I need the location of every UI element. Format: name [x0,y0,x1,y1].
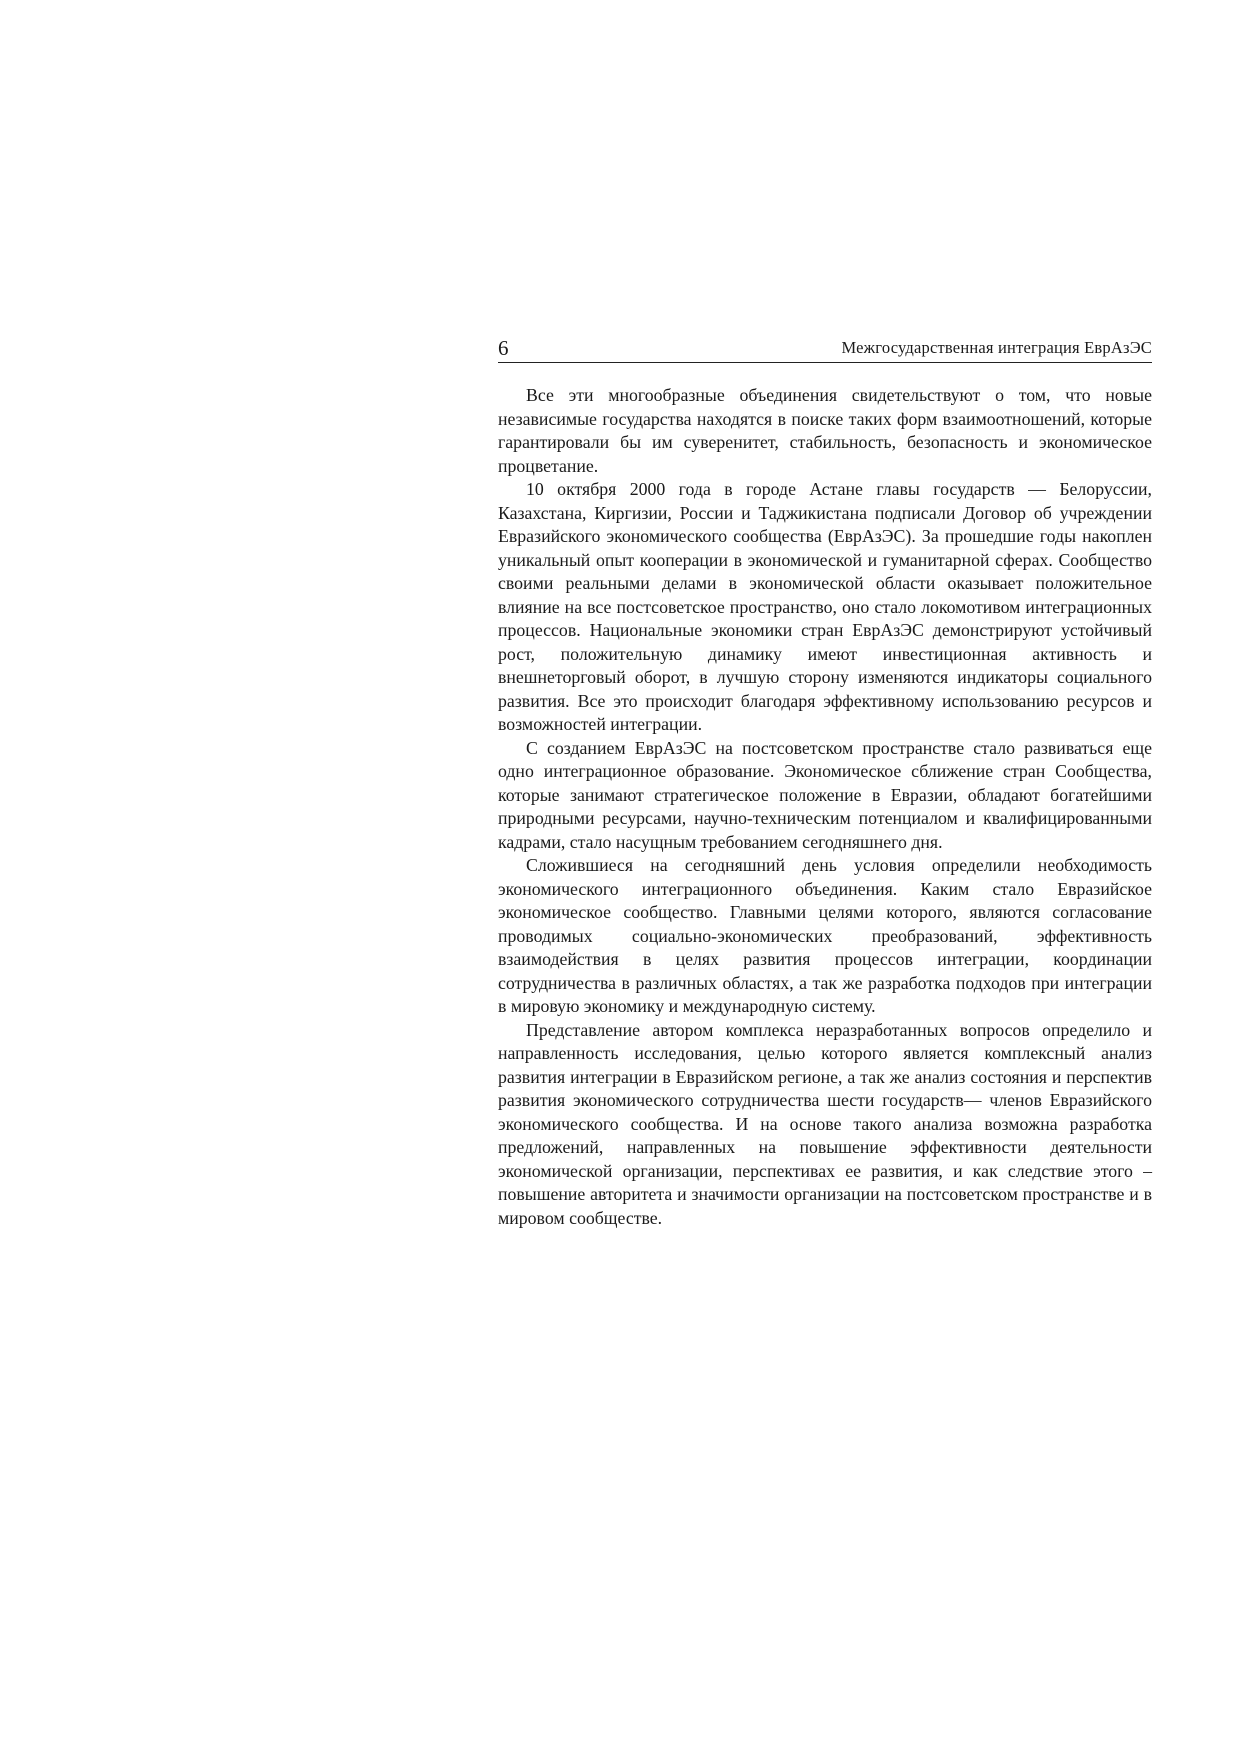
paragraph-3: С созданием ЕврАзЭС на постсоветском пространстве стало развиваться еще одно интеграционное образование. Экономическое сближение стран Сообщества, которые занимают стратегическое положение в Евразии, обладают богатейшими природными ресурсами, научно-техническим потенциалом и квалифицированными кадрами, стало насущным требованием сегодняшнего дня. [498,737,1152,852]
paragraph-4: Сложившиеся на сегодняшний день условия определили необходимость экономического интеграционного объединения. Каким стало Евразийское экономическое сообщество. Главными целями которого, являются согласование проводимых социально-экономических преобразований, эффективность взаимодействия в целях развития процессов интеграции, координации сотрудничества в различных областях, а так же разработка подходов при интеграции в мировую экономику и международную систему. [498,855,1152,1016]
paragraph-5: Представление автором комплекса неразработанных вопросов определило и направленность исследования, целью которого является комплексный анализ развития интеграции в Евразийском регионе, а так же анализ состояния и перспектив развития экономического сотрудничества шести государств— членов Евразийского экономического сообщества. И на основе такого анализа возможна разработка предложений, направленных на повышение эффективности деятельности экономической организации, перспективах ее развития, и как следствие этого – повышение авторитета и значимости организации на постсоветском пространстве и в мировом сообществе. [498,1019,1152,1228]
paragraph-1: Все эти многообразные объединения свидетельствуют о том, что новые независимые государства находятся в поиске таких форм взаимоотношений, которые гарантировали бы им суверенитет, стабильность, безопасность и экономическое процветание. [498,385,1152,476]
body-text [498,384,1152,1230]
page-header [498,336,1152,363]
running-title: Межгосударственная интеграция ЕврАзЭС [841,338,1152,357]
page-number: 6 [498,336,509,360]
paragraph-2: 10 октября 2000 года в городе Астане главы государств — Белоруссии, Казахстана, Киргизии, России и Таджикистана подписали Договор об учреждении Евразийского экономического сообщества (ЕврАзЭС). За прошедшие годы накоплен уникальный опыт кооперации в экономической и гуманитарной сферах. Сообщество своими реальными делами в экономической области оказывает положительное влияние на все постсоветское пространство, оно стало локомотивом интеграционных процессов. Национальные экономики стран ЕврАзЭС демонстрируют устойчивый рост, положительную динамику имеют инвестиционная активность и внешнеторговый оборот, в лучшую сторону изменяются индикаторы социального развития. Все это происходит благодаря эффективному использованию ресурсов и возможностей интеграции. [498,479,1152,734]
